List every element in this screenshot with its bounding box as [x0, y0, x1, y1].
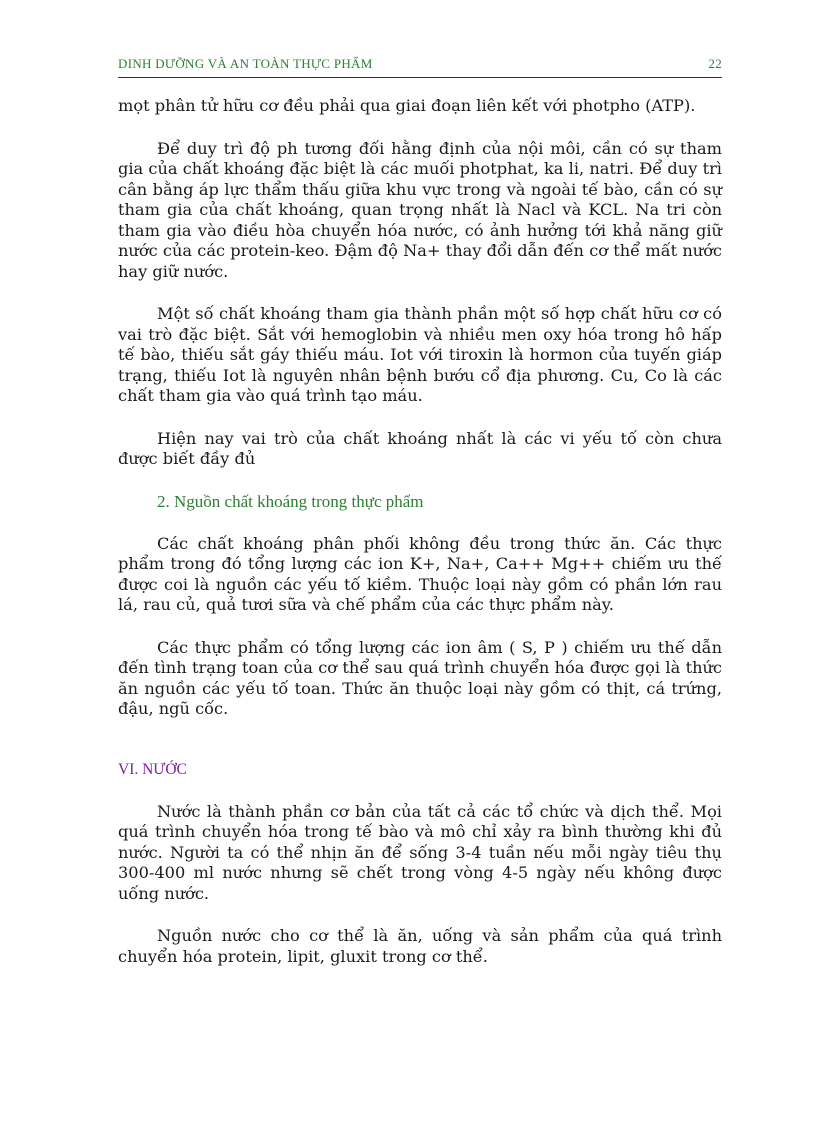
section-heading: VI. NƯỚC [118, 760, 187, 778]
paragraph-alkaline-sources: Các chất khoáng phân phối không đều trong thức ăn. Các thực phẩm trong đó tổng lượng các ion K+, Na+, Ca++ Mg++ chiếm ưu thế được coi là nguồn các yếu tố kiềm. Thuộc loại này gồm có phần lớn rau lá, rau củ, quả tươi sữa và chế phẩm của các thực phẩm này. [118, 533, 722, 614]
paragraph-mineral-compounds: Một số chất khoáng tham gia thành phần một số hợp chất hữu cơ có vai trò đặc biệt. Sắt với hemoglobin và nhiều men oxy hóa trong hô hấp tế bào, thiếu sắt gáy thiếu máu. Iot với tiroxin là hormon của tuyến giáp trạng, thiếu Iot là nguyên nhân bệnh bướu cổ địa phương. Cu, Co là các chất tham gia vào quá trình tạo máu. [118, 304, 722, 405]
paragraph-continuation: mọt phân tử hữu cơ đều phải qua giai đoạn liên kết với photpho (ATP). [118, 96, 696, 115]
subsection-heading: 2. Nguồn chất khoáng trong thực phẩm [157, 491, 424, 511]
page-number: 22 [708, 56, 722, 71]
paragraph-mineral-ph: Để duy trì độ ph tương đối hằng định của nội môi, cần có sự tham gia của chất khoáng đặc biệt là các muối photphat, ka li, natri. Để duy trì cân bằng áp lực thẩm thấu giữa khu vực trong và ngoài tế bào, cần có sự tham gia của chất khoáng, quan trọng nhất là Nacl và KCL. Na tri còn tham gia vào điều hòa chuyển hóa nước, có ảnh hưởng tới khả năng giữ nước của các protein-keo. Đậm độ Na+ thay đổi dẫn đến cơ thể mất nước hay giữ nước. [118, 138, 722, 281]
page-header [118, 55, 722, 78]
paragraph-acid-sources: Các thực phẩm có tổng lượng các ion âm ( S, P ) chiếm ưu thế dẫn đến tình trạng toan của cơ thể sau quá trình chuyển hóa được gọi là thức ăn nguồn các yếu tố toan. Thức ăn thuộc loại này gồm có thịt, cá trứng, đậu, ngũ cốc. [118, 637, 722, 718]
running-title: DINH DƯỠNG VÀ AN TOÀN THỰC PHẨM [118, 56, 373, 71]
paragraph-water-sources: Nguồn nước cho cơ thể là ăn, uống và sản phẩm của quá trình chuyển hóa protein, lipit, gluxit trong cơ thể. [118, 926, 722, 966]
page-body [118, 96, 722, 967]
paragraph-trace-elements: Hiện nay vai trò của chất khoáng nhất là các vi yếu tố còn chưa được biết đầy đủ [118, 428, 722, 468]
paragraph-water-role: Nước là thành phần cơ bản của tất cả các tổ chức và dịch thể. Mọi quá trình chuyển hóa trong tế bào và mô chỉ xảy ra bình thường khi đủ nước. Người ta có thể nhịn ăn để sống 3-4 tuần nếu mỗi ngày tiêu thụ 300-400 ml nước nhưng sẽ chết trong vòng 4-5 ngày nếu không được uống nước. [118, 801, 722, 903]
